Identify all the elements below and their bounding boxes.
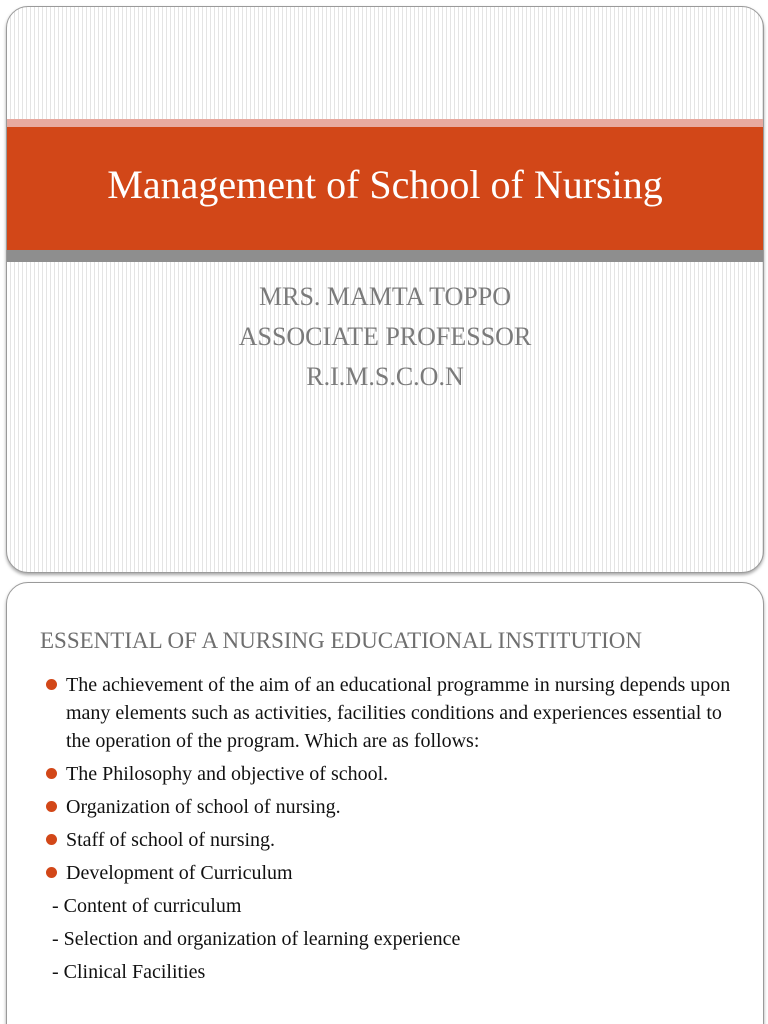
- sub-list-item: - Selection and organization of learning experience: [52, 928, 461, 950]
- slide-body: [44, 671, 744, 991]
- list-item-text: The Philosophy and objective of school.: [66, 763, 389, 785]
- list-item: [44, 826, 744, 854]
- decorative-band-bottom: [7, 250, 763, 262]
- sub-list-item: - Content of curriculum: [52, 895, 242, 917]
- bullet-dot-icon: [46, 801, 57, 812]
- sub-list-item: - Clinical Facilities: [52, 961, 206, 983]
- list-item: [44, 671, 744, 755]
- title-banner: [7, 127, 763, 250]
- bullet-dot-icon: [46, 768, 57, 779]
- author-institution: R.I.M.S.C.O.N: [306, 362, 464, 391]
- bullet-dot-icon: [46, 834, 57, 845]
- list-item-text: The achievement of the aim of an educational programme in nursing depends upon many elements such as activities, facilities conditions and experiences essential to the operation of the program. Which are as follows:: [66, 674, 731, 752]
- author-position: ASSOCIATE PROFESSOR: [238, 322, 532, 351]
- list-item: [44, 760, 744, 788]
- list-item-text: Development of Curriculum: [66, 862, 293, 884]
- content-slide: [6, 582, 764, 1024]
- list-item-text: Staff of school of nursing.: [66, 829, 276, 851]
- list-item: [44, 859, 744, 887]
- list-item: [44, 793, 744, 821]
- author-name: MRS. MAMTA TOPPO: [259, 282, 511, 311]
- bullet-dot-icon: [46, 867, 57, 878]
- title-slide: [6, 6, 764, 573]
- bullet-dot-icon: [46, 679, 57, 690]
- slide-heading: ESSENTIAL OF A NURSING EDUCATIONAL INSTITUTION: [40, 628, 643, 653]
- slide-title: Management of School of Nursing: [107, 162, 663, 207]
- author-block: [7, 277, 763, 397]
- decorative-band-top: [7, 119, 763, 127]
- list-item-text: Organization of school of nursing.: [66, 796, 341, 818]
